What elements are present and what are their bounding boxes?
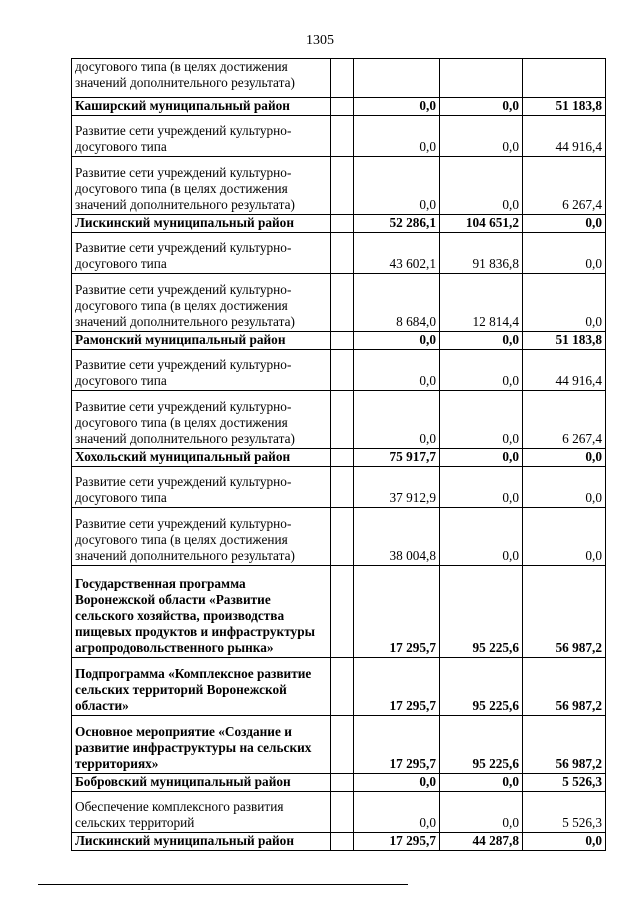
amount-cell-v3: 6 267,4 xyxy=(523,157,606,215)
amount-cell-v3: 5 526,3 xyxy=(523,774,606,792)
row-name-cell: Развитие сети учреждений культурно-досугового типа xyxy=(72,350,331,391)
amount-cell-v1: 0,0 xyxy=(354,391,440,449)
empty-cell xyxy=(331,792,354,833)
footer-separator-line xyxy=(38,884,408,885)
amount-cell-v1: 0,0 xyxy=(354,98,440,116)
amount-cell-v2: 0,0 xyxy=(440,792,523,833)
amount-cell-v1: 0,0 xyxy=(354,332,440,350)
empty-cell xyxy=(331,716,354,774)
row-name-cell: досугового типа (в целях достижения значений дополнительного результата) xyxy=(72,59,331,98)
amount-cell-v3: 44 916,4 xyxy=(523,116,606,157)
table-row-section xyxy=(72,716,606,774)
amount-cell-v2: 0,0 xyxy=(440,350,523,391)
row-name-cell: Развитие сети учреждений культурно-досугового типа xyxy=(72,233,331,274)
amount-cell-v1 xyxy=(354,59,440,98)
empty-cell xyxy=(331,215,354,233)
amount-cell-v2: 0,0 xyxy=(440,98,523,116)
table-body xyxy=(72,59,606,851)
amount-cell-v3: 0,0 xyxy=(523,467,606,508)
empty-cell xyxy=(331,508,354,566)
amount-cell-v2: 95 225,6 xyxy=(440,658,523,716)
empty-cell xyxy=(331,449,354,467)
amount-cell-v1: 0,0 xyxy=(354,792,440,833)
amount-cell-v3: 0,0 xyxy=(523,508,606,566)
table-row xyxy=(72,391,606,449)
amount-cell-v1: 17 295,7 xyxy=(354,658,440,716)
table-row xyxy=(72,467,606,508)
table-row xyxy=(72,792,606,833)
amount-cell-v3 xyxy=(523,59,606,98)
amount-cell-v1: 0,0 xyxy=(354,350,440,391)
row-name-cell: Основное мероприятие «Создание и развитие инфраструктуры на сельских территориях» xyxy=(72,716,331,774)
amount-cell-v1: 0,0 xyxy=(354,157,440,215)
table-row xyxy=(72,350,606,391)
row-name-cell: Хохольский муниципальный район xyxy=(72,449,331,467)
table-row xyxy=(72,157,606,215)
amount-cell-v1: 8 684,0 xyxy=(354,274,440,332)
amount-cell-v3: 56 987,2 xyxy=(523,716,606,774)
empty-cell xyxy=(331,566,354,658)
row-name-cell: Рамонский муниципальный район xyxy=(72,332,331,350)
amount-cell-v2: 91 836,8 xyxy=(440,233,523,274)
table-row-section xyxy=(72,774,606,792)
amount-cell-v3: 56 987,2 xyxy=(523,566,606,658)
table-row xyxy=(72,274,606,332)
amount-cell-v1: 0,0 xyxy=(354,774,440,792)
row-name-cell: Развитие сети учреждений культурно-досугового типа xyxy=(72,467,331,508)
empty-cell xyxy=(331,274,354,332)
amount-cell-v2: 0,0 xyxy=(440,157,523,215)
amount-cell-v2: 0,0 xyxy=(440,332,523,350)
row-name-cell: Подпрограмма «Комплексное развитие сельских территорий Воронежской области» xyxy=(72,658,331,716)
row-name-cell: Обеспечение комплексного развития сельских территорий xyxy=(72,792,331,833)
amount-cell-v2: 0,0 xyxy=(440,467,523,508)
table-row-section xyxy=(72,332,606,350)
amount-cell-v2: 95 225,6 xyxy=(440,716,523,774)
amount-cell-v1: 52 286,1 xyxy=(354,215,440,233)
empty-cell xyxy=(331,658,354,716)
table-row-section xyxy=(72,98,606,116)
amount-cell-v3: 0,0 xyxy=(523,274,606,332)
amount-cell-v3: 51 183,8 xyxy=(523,332,606,350)
amount-cell-v3: 0,0 xyxy=(523,233,606,274)
amount-cell-v3: 6 267,4 xyxy=(523,391,606,449)
row-name-cell: Развитие сети учреждений культурно-досугового типа (в целях достижения значений дополнительного результата) xyxy=(72,157,331,215)
amount-cell-v2: 0,0 xyxy=(440,508,523,566)
table-row xyxy=(72,116,606,157)
empty-cell xyxy=(331,774,354,792)
amount-cell-v1: 17 295,7 xyxy=(354,716,440,774)
empty-cell xyxy=(331,98,354,116)
row-name-cell: Лискинский муниципальный район xyxy=(72,215,331,233)
row-name-cell: Развитие сети учреждений культурно-досугового типа (в целях достижения значений дополнительного результата) xyxy=(72,274,331,332)
amount-cell-v3: 0,0 xyxy=(523,833,606,851)
amount-cell-v3: 0,0 xyxy=(523,449,606,467)
amount-cell-v3: 0,0 xyxy=(523,215,606,233)
table-row-section xyxy=(72,658,606,716)
row-name-cell: Развитие сети учреждений культурно-досугового типа (в целях достижения значений дополнительного результата) xyxy=(72,391,331,449)
table-row xyxy=(72,233,606,274)
amount-cell-v2: 0,0 xyxy=(440,449,523,467)
amount-cell-v2: 44 287,8 xyxy=(440,833,523,851)
empty-cell xyxy=(331,350,354,391)
amount-cell-v1: 38 004,8 xyxy=(354,508,440,566)
empty-cell xyxy=(331,467,354,508)
row-name-cell: Развитие сети учреждений культурно-досугового типа xyxy=(72,116,331,157)
amount-cell-v2: 0,0 xyxy=(440,116,523,157)
page-number: 1305 xyxy=(306,33,334,48)
table-row xyxy=(72,508,606,566)
empty-cell xyxy=(331,391,354,449)
amount-cell-v3: 5 526,3 xyxy=(523,792,606,833)
amount-cell-v3: 56 987,2 xyxy=(523,658,606,716)
table-row-section xyxy=(72,833,606,851)
amount-cell-v3: 44 916,4 xyxy=(523,350,606,391)
empty-cell xyxy=(331,157,354,215)
amount-cell-v1: 17 295,7 xyxy=(354,566,440,658)
budget-table xyxy=(71,58,606,851)
amount-cell-v2: 0,0 xyxy=(440,391,523,449)
amount-cell-v2: 95 225,6 xyxy=(440,566,523,658)
amount-cell-v1: 0,0 xyxy=(354,116,440,157)
table-row xyxy=(72,59,606,98)
amount-cell-v1: 75 917,7 xyxy=(354,449,440,467)
row-name-cell: Бобровский муниципальный район xyxy=(72,774,331,792)
amount-cell-v2: 0,0 xyxy=(440,774,523,792)
amount-cell-v2 xyxy=(440,59,523,98)
amount-cell-v2: 12 814,4 xyxy=(440,274,523,332)
amount-cell-v3: 51 183,8 xyxy=(523,98,606,116)
empty-cell xyxy=(331,233,354,274)
amount-cell-v1: 37 912,9 xyxy=(354,467,440,508)
table-row-section xyxy=(72,215,606,233)
table-row-section xyxy=(72,449,606,467)
empty-cell xyxy=(331,332,354,350)
row-name-cell: Развитие сети учреждений культурно-досугового типа (в целях достижения значений дополнительного результата) xyxy=(72,508,331,566)
amount-cell-v1: 43 602,1 xyxy=(354,233,440,274)
row-name-cell: Государственная программа Воронежской области «Развитие сельского хозяйства, производства пищевых продуктов и инфраструктуры агропродовольственного рынка» xyxy=(72,566,331,658)
empty-cell xyxy=(331,116,354,157)
amount-cell-v2: 104 651,2 xyxy=(440,215,523,233)
row-name-cell: Лискинский муниципальный район xyxy=(72,833,331,851)
table-row-section xyxy=(72,566,606,658)
row-name-cell: Каширский муниципальный район xyxy=(72,98,331,116)
empty-cell xyxy=(331,833,354,851)
amount-cell-v1: 17 295,7 xyxy=(354,833,440,851)
empty-cell xyxy=(331,59,354,98)
